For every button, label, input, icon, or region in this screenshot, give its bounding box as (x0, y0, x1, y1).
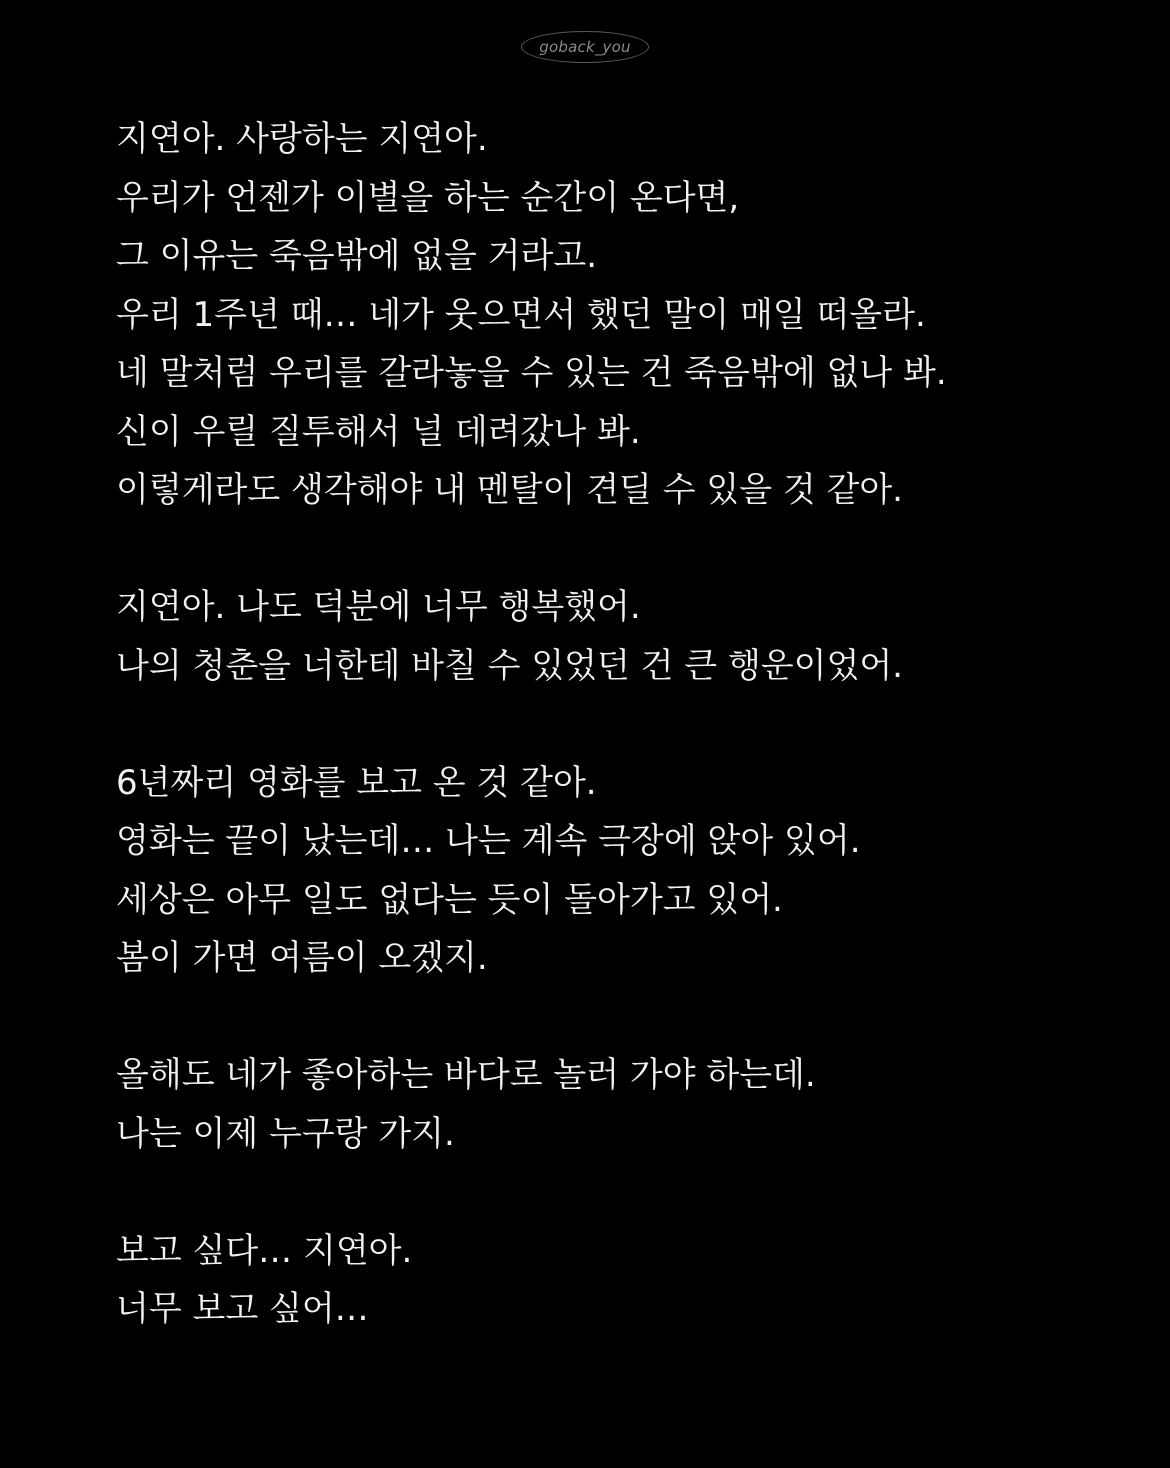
paragraph-gap (116, 520, 1116, 579)
text-line: 나의 청춘을 너한테 바칠 수 있었던 건 큰 행운이었어. (116, 645, 903, 686)
text-line: 6년짜리 영화를 보고 온 것 같아. (116, 762, 597, 803)
text-line: 우리가 언젠가 이별을 하는 순간이 온다면, (116, 177, 740, 218)
text-line: 너무 보고 싶어… (116, 1289, 369, 1329)
paragraph-gap (116, 1163, 1116, 1222)
text-line: 세상은 아무 일도 없다는 듯이 돌아가고 있어. (116, 879, 783, 920)
paragraph-gap (116, 988, 1116, 1047)
text-line: 올해도 네가 좋아하는 바다로 놀러 가야 하는데. (116, 1055, 816, 1095)
text-line: 네 말처럼 우리를 갈라놓을 수 있는 건 죽음밖에 없나 봐. (116, 353, 947, 393)
paragraph (116, 754, 1116, 988)
paragraph-gap (116, 695, 1116, 754)
text-line: 지연아. 사랑하는 지연아. (116, 119, 488, 159)
letter-body (116, 110, 1116, 1339)
paragraph (116, 1222, 1116, 1339)
text-line: 보고 싶다… 지연아. (116, 1230, 413, 1271)
text-line: 우리 1주년 때… 네가 웃으면서 했던 말이 매일 떠올라. (116, 294, 926, 335)
text-line: 이렇게라도 생각해야 내 멘탈이 견딜 수 있을 것 같아. (116, 470, 903, 510)
text-line: 영화는 끝이 났는데… 나는 계속 극장에 앉아 있어. (116, 821, 861, 861)
text-line: 신이 우릴 질투해서 널 데려갔나 봐. (116, 411, 641, 452)
paragraph (116, 110, 1116, 520)
text-line: 지연아. 나도 덕분에 너무 행복했어. (116, 587, 641, 627)
paragraph (116, 578, 1116, 695)
paragraph (116, 1046, 1116, 1163)
text-line: 나는 이제 누구랑 가지. (116, 1113, 455, 1154)
text-line: 그 이유는 죽음밖에 없을 거라고. (116, 236, 598, 276)
watermark-logo: goback_you (521, 31, 649, 63)
text-line: 봄이 가면 여름이 오겠지. (116, 938, 488, 978)
